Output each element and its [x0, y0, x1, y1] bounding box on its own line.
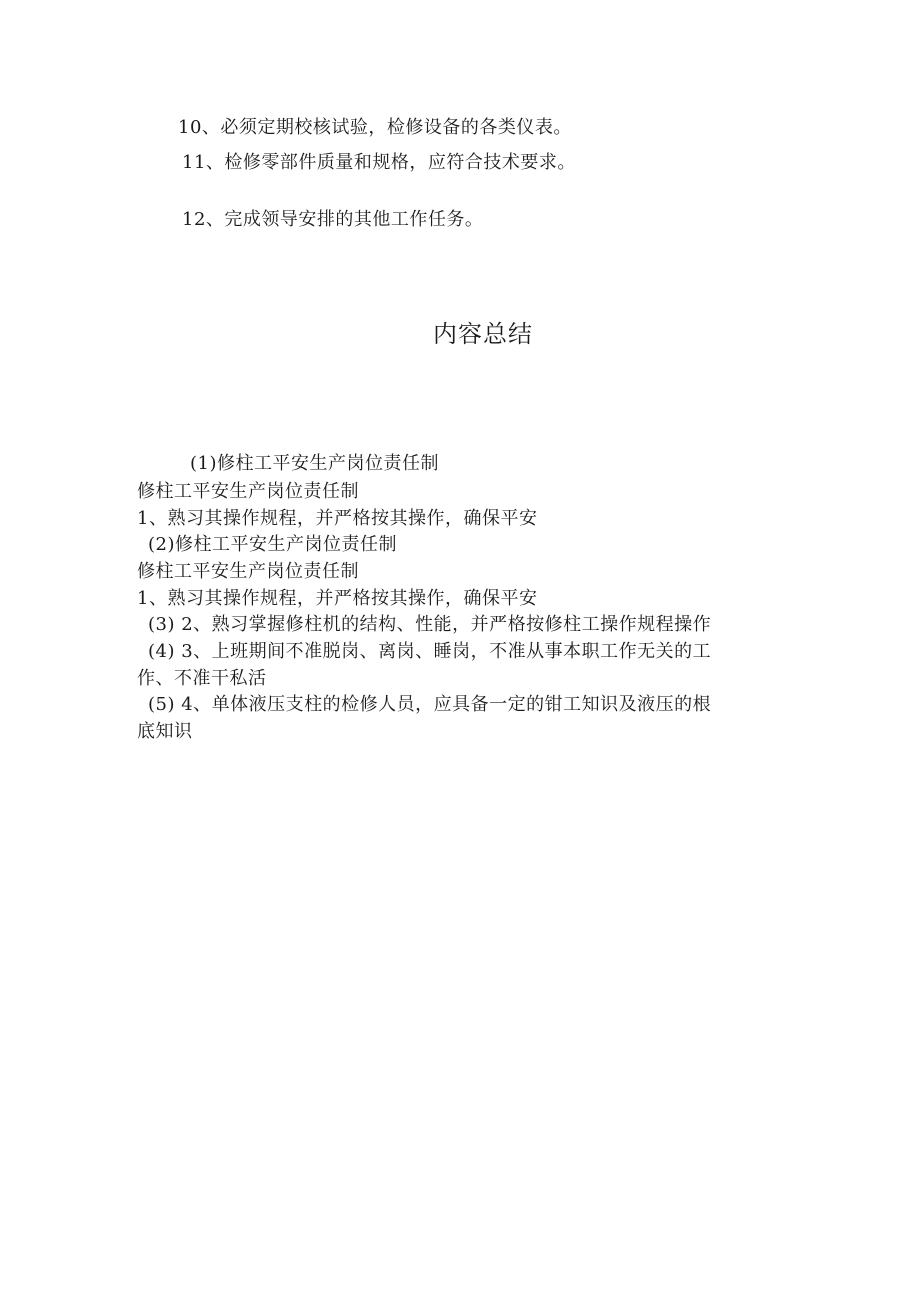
list-item-12: 12、完成领导安排的其他工作任务。	[182, 209, 484, 230]
list-item-11: 11、检修零部件质量和规格，应符合技术要求。	[182, 152, 576, 173]
summary-line: (5) 4、单体液压支柱的检修人员，应具备一定的钳工知识及液压的根	[148, 694, 712, 715]
summary-line: 修柱工平安生产岗位责任制	[137, 481, 359, 502]
summary-line: (2)修柱工平安生产岗位责任制	[148, 534, 397, 555]
summary-line: (4) 3、上班期间不准脱岗、离岗、睡岗，不准从事本职工作无关的工	[148, 641, 712, 662]
list-item-10: 10、必须定期校核试验，检修设备的各类仪表。	[178, 117, 572, 138]
summary-line: 作、不准干私活	[137, 668, 267, 689]
summary-line: 修柱工平安生产岗位责任制	[137, 561, 359, 582]
summary-line: (1)修柱工平安生产岗位责任制	[190, 453, 439, 474]
summary-title: 内容总结	[433, 320, 533, 348]
summary-line: 底知识	[137, 721, 193, 742]
summary-line: 1、熟习其操作规程，并严格按其操作，确保平安	[137, 508, 538, 529]
summary-line: (3) 2、熟习掌握修柱机的结构、性能，并严格按修柱工操作规程操作	[148, 614, 712, 635]
summary-line: 1、熟习其操作规程，并严格按其操作，确保平安	[137, 588, 538, 609]
